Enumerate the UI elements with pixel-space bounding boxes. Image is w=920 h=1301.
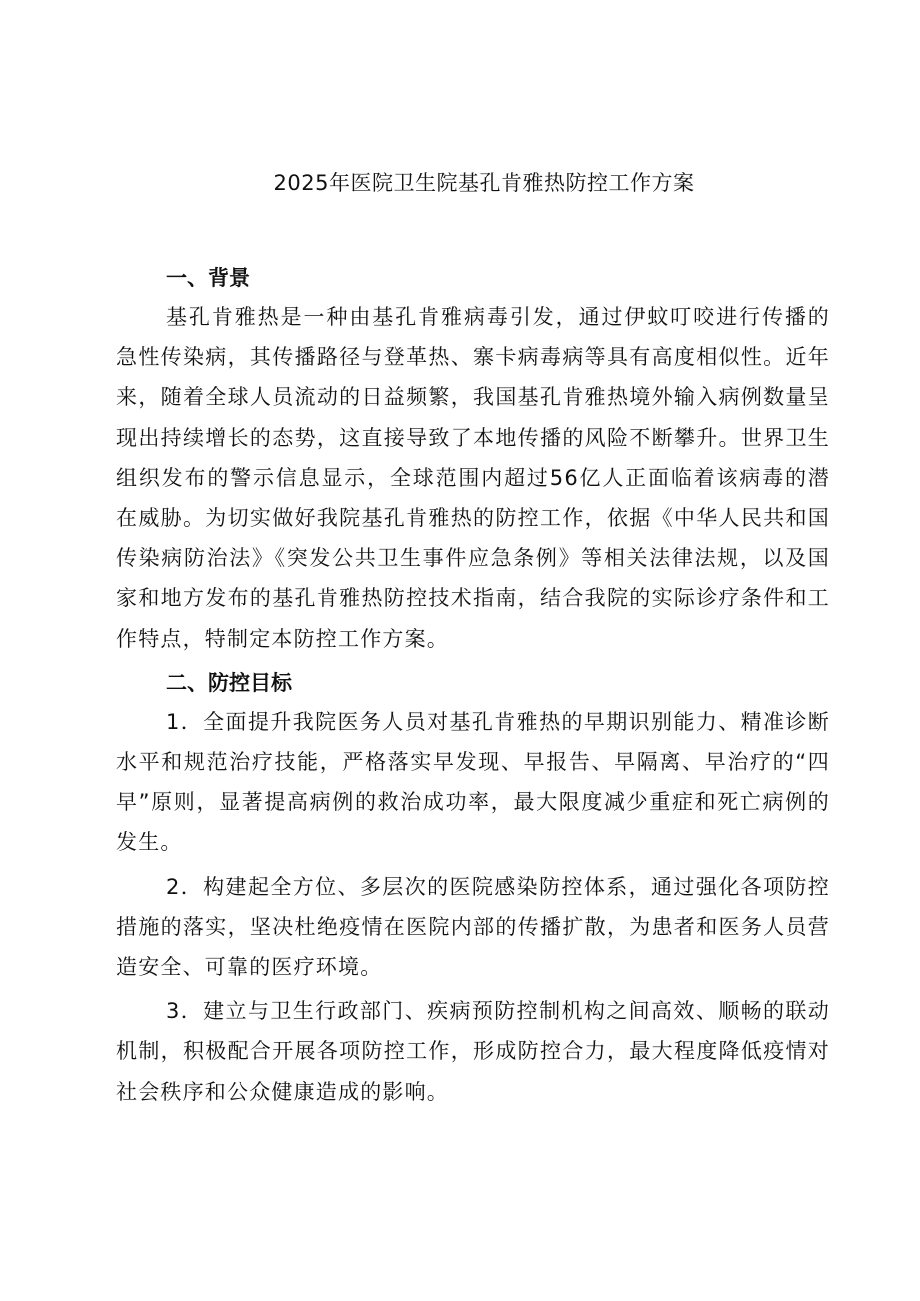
- goal-paragraph-3: 3．建立与卫生行政部门、疾病预防控制机构之间高效、顺畅的联动机制，积极配合开展各项防控工作，形成防控合力，最大程度降低疫情对社会秩序和公众健康造成的影响。: [116, 999, 830, 1104]
- background-paragraph: 基孔肯雅热是一种由基孔肯雅病毒引发，通过伊蚊叮咬进行传播的急性传染病，其传播路径与登革热、寨卡病毒病等具有高度相似性。近年来，随着全球人员流动的日益频繁，我国基孔肯雅热境外输入病例数量呈现出持续增长的态势，这直接导致了本地传播的风险不断攀升。世界卫生组织发布的警示信息显示，全球范围内超过56亿人正面临着该病毒的潜在威胁。为切实做好我院基孔肯雅热的防控工作，依据《中华人民共和国传染病防治法》《突发公共卫生事件应急条例》等相关法律法规，以及国家和地方发布的基孔肯雅热防控技术指南，结合我院的实际诊疗条件和工作特点，特制定本防控工作方案。: [116, 305, 830, 651]
- section-heading-background: 一、背景: [166, 266, 250, 290]
- goal-paragraph-2: 2．构建起全方位、多层次的医院感染防控体系，通过强化各项防控措施的落实，坚决杜绝疫情在医院内部的传播扩散，为患者和医务人员营造安全、可靠的医疗环境。: [116, 874, 830, 980]
- document-title: 2025年医院卫生院基孔肯雅热防控工作方案: [273, 171, 695, 195]
- goal-paragraph-1: 1．全面提升我院医务人员对基孔肯雅热的早期识别能力、精准诊断水平和规范治疗技能，严格落实早发现、早报告、早隔离、早治疗的“四早”原则，显著提高病例的救治成功率，最大限度减少重症和死亡病例的发生。: [116, 709, 830, 855]
- section-heading-goals: 二、防控目标: [166, 670, 292, 695]
